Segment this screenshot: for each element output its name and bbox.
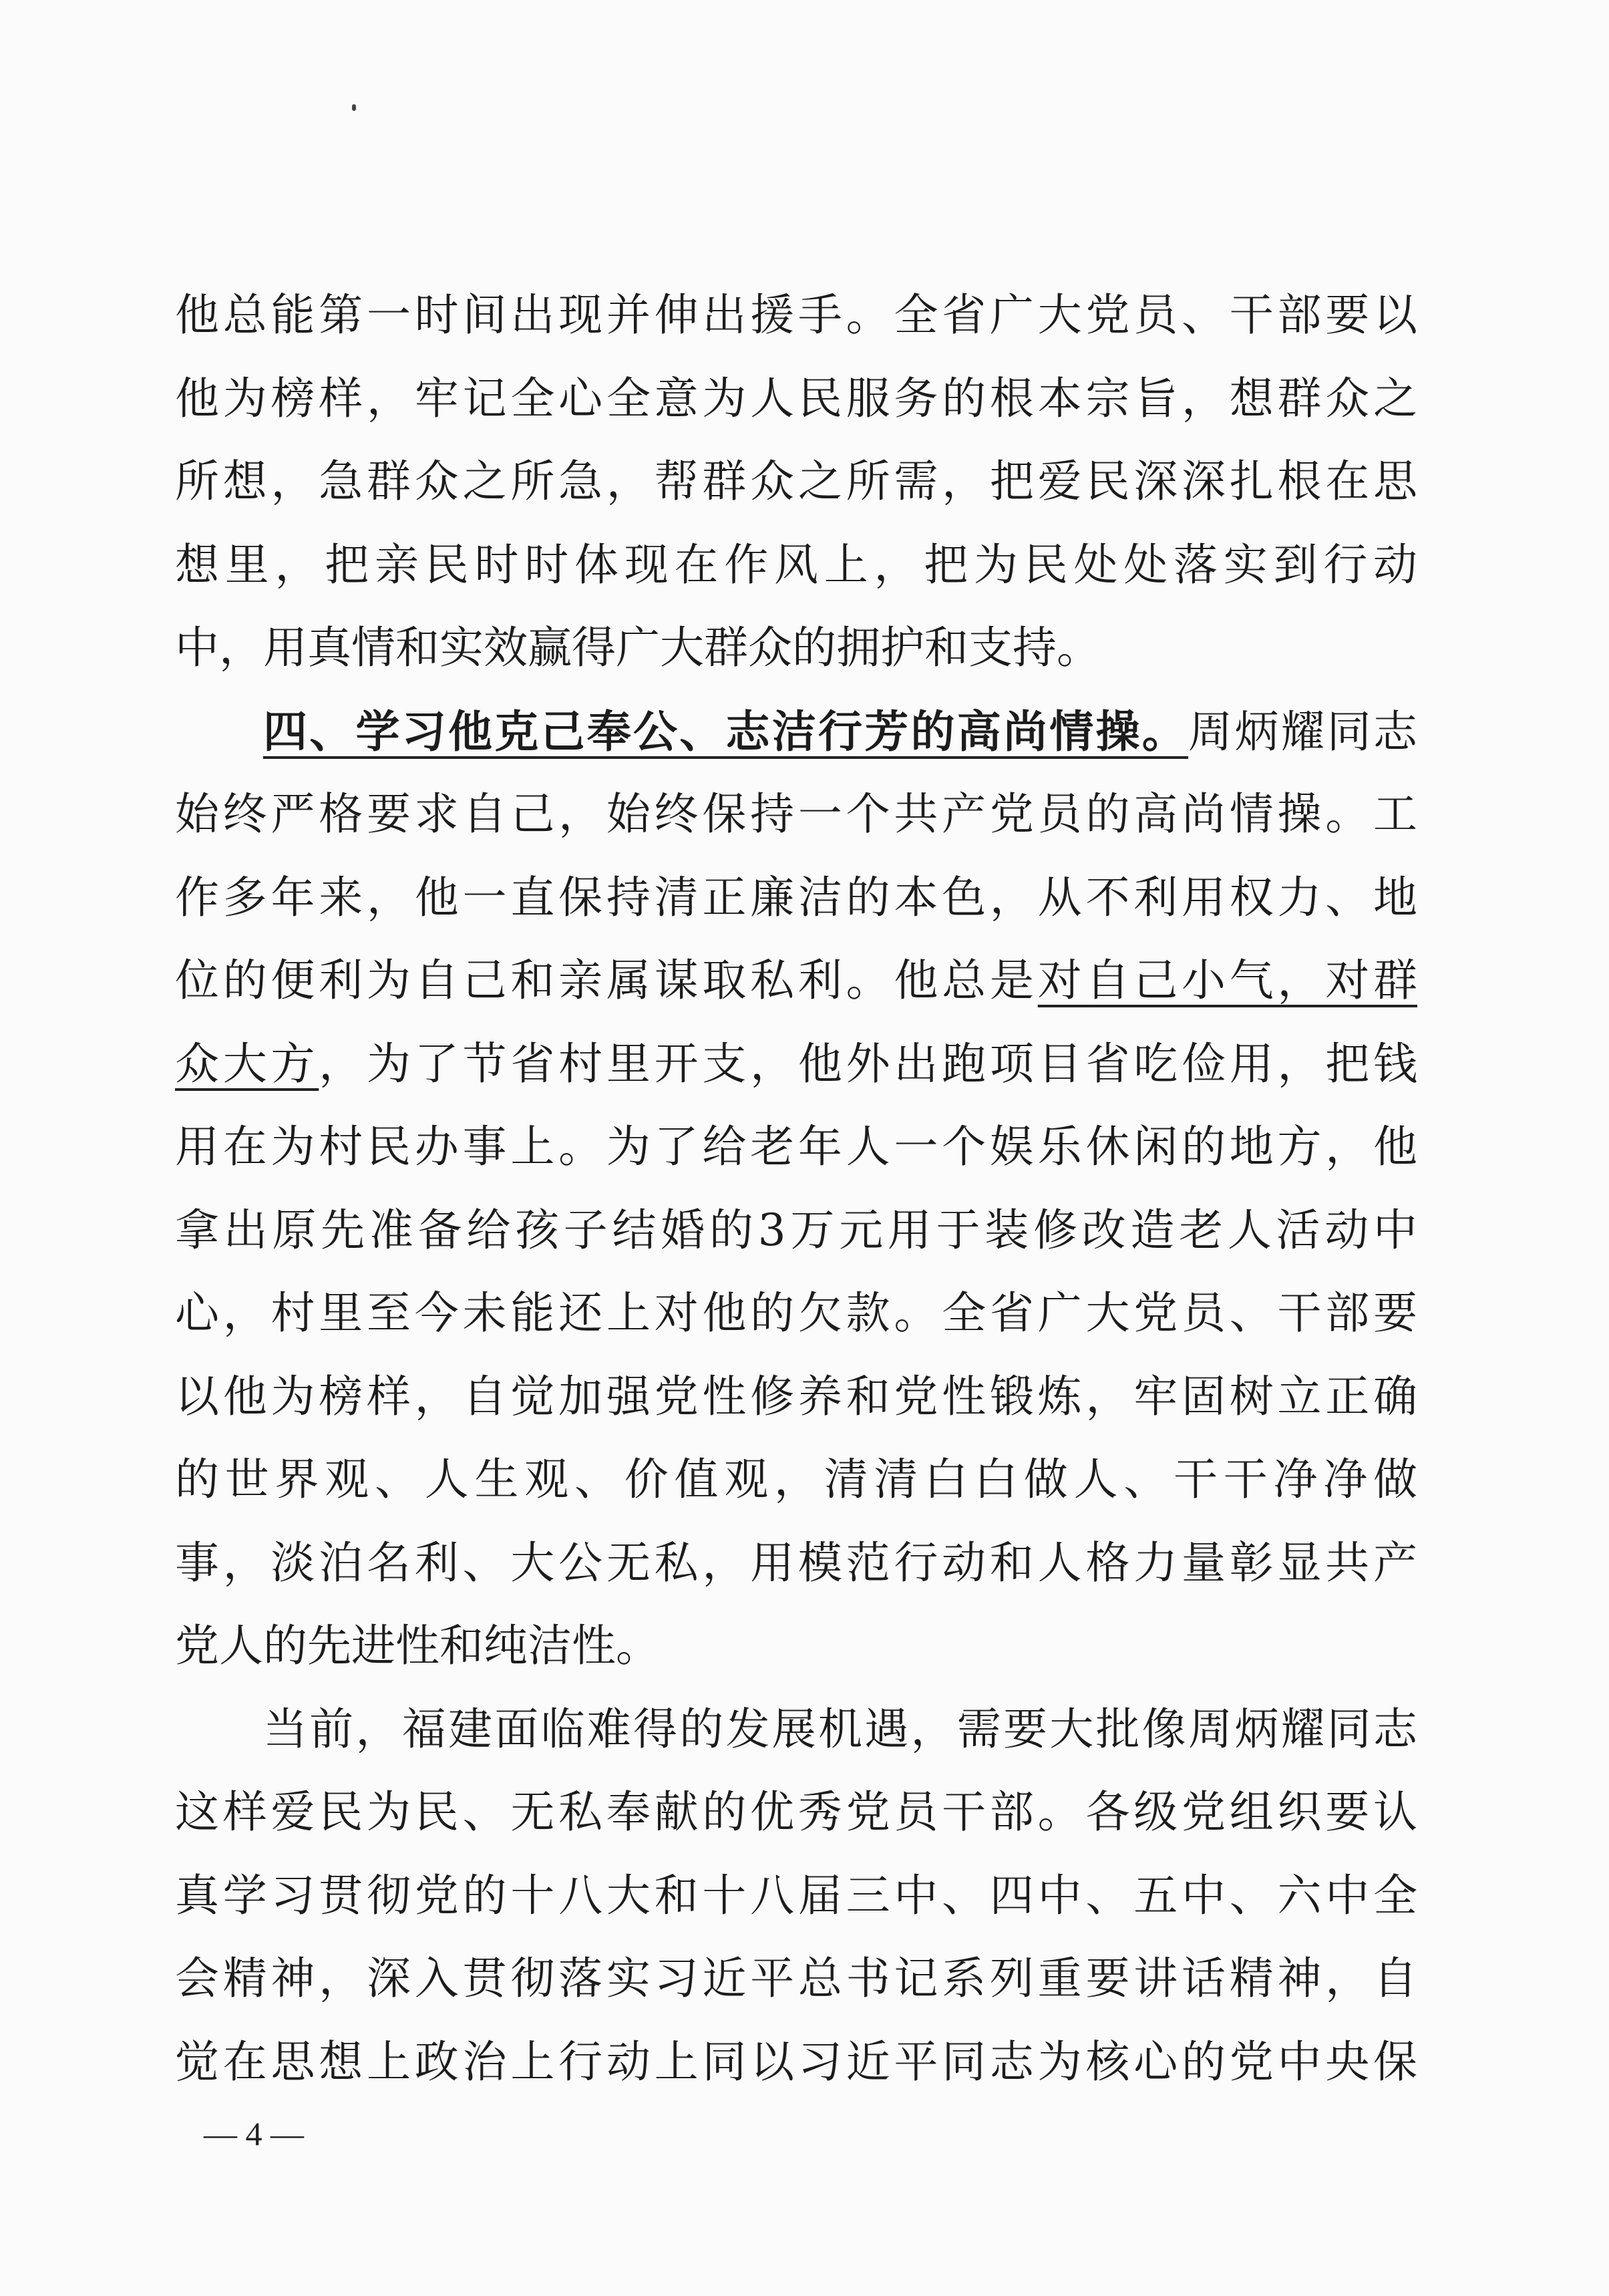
section-heading-line <box>175 690 1417 774</box>
text-line: 会精神，深入贯彻落实习近平总书记系列重要讲话精神，自 <box>175 1953 1417 2004</box>
text-line <box>175 939 1417 1023</box>
underlined-phrase: 众大方 <box>175 1037 319 1090</box>
page-number: — 4 — <box>204 2115 304 2152</box>
text-line: 觉在思想上政治上行动上同以习近平同志为核心的党中央保 <box>175 2035 1417 2088</box>
text-line: 用在为村民办事上。为了给老年人一个娱乐休闲的地方，他 <box>175 1121 1417 1172</box>
text-line: 事，淡泊名利、大公无私，用模范行动和人格力量彰显共产 <box>175 1536 1417 1589</box>
text-line: 拿出原先准备给孩子结婚的3万元用于装修改造老人活动中 <box>175 1204 1417 1256</box>
text-line: 真学习贯彻党的十八大和十八届三中、四中、五中、六中全 <box>175 1869 1417 1921</box>
text-line: 中，用真情和实效赢得广大群众的拥护和支持。 <box>175 622 1101 673</box>
text-line: 心，村里至今未能还上对他的欠款。全省广大党员、干部要 <box>175 1287 1417 1339</box>
text-line: 他为榜样，牢记全心全意为人民服务的根本宗旨，想群众之 <box>175 372 1417 424</box>
text-line: 以他为榜样，自觉加强党性修养和党性锻炼，牢固树立正确 <box>175 1370 1417 1422</box>
text-line: 始终严格要求自己，始终保持一个共产党员的高尚情操。工 <box>175 788 1417 840</box>
text-line: 他总能第一时间出现并伸出援手。全省广大党员、干部要以 <box>175 289 1417 341</box>
text-line: 所想，急群众之所急，帮群众之所需，把爱民深深扎根在思 <box>175 456 1417 507</box>
body-text <box>175 274 1417 2104</box>
ink-speck <box>352 104 356 111</box>
text-line: 党人的先进性和纯洁性。 <box>175 1620 660 1671</box>
text-line: 想里，把亲民时时体现在作风上，把为民处处落实到行动 <box>175 538 1417 591</box>
paragraph-first-line: 当前，福建面临难得的发展机遇，需要大批像周炳耀同志 <box>263 1703 1417 1755</box>
underlined-phrase: 对自己小气，对群 <box>1037 955 1418 1006</box>
text-line: 的世界观、人生观、价值观，清清白白做人、干干净净做 <box>175 1454 1417 1505</box>
text-segment: ，为了节省村里开支，他外出跑项目省吃俭用，把钱 <box>319 1037 1418 1090</box>
text-line: 作多年来，他一直保持清正廉洁的本色，从不利用权力、地 <box>175 871 1417 923</box>
text-segment: 位的便利为自己和亲属谋取私利。他总是 <box>175 955 1038 1006</box>
section-heading: 四、学习他克己奉公、志洁行芳的高尚情操。 <box>263 705 1188 758</box>
text-line: 这样爱民为民、无私奉献的优秀党员干部。各级党组织要认 <box>175 1786 1417 1838</box>
heading-line-rest: 周炳耀同志 <box>1188 705 1417 758</box>
text-line <box>175 1023 1417 1106</box>
